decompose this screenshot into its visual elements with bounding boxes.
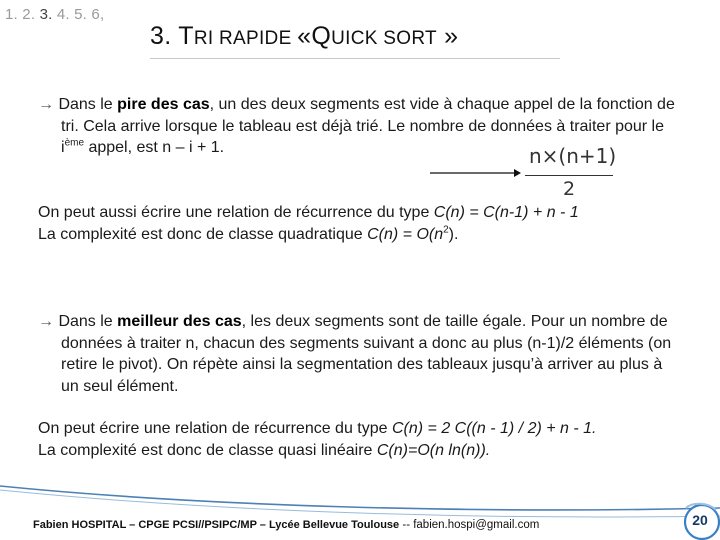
best-text-1: Dans le <box>54 313 118 330</box>
pointer-arrow-icon <box>430 166 522 180</box>
title-divider <box>150 58 560 59</box>
worst-rec-l2a: La complexité est donc de classe quadratique <box>38 225 368 243</box>
title-rest1: RI RAPIDE <box>193 28 298 49</box>
arrow-icon: → <box>38 96 54 113</box>
formula <box>525 144 620 200</box>
worst-rec-l2b: C(n) = O(n <box>367 225 444 243</box>
worst-text-2: , un des deux segments est vide à chaque appel de la fonction de tri. Cela arrive lorsque le tableau est déjà trié. Le nombre de données à traiter pour le i <box>61 96 675 156</box>
worst-rec-sup: 2 <box>443 224 449 236</box>
arrow-icon: → <box>38 313 54 330</box>
breadcrumb <box>5 6 104 23</box>
breadcrumb-current: 3. <box>39 6 53 23</box>
best-rec-l1b: C(n) = 2 C((n - 1) / 2) + n - 1. <box>391 420 597 437</box>
worst-rec-l1a: On peut aussi écrire une relation de récurrence du type <box>38 204 434 221</box>
title-quote-close: » <box>436 22 459 50</box>
best-rec-l1a: On peut écrire une relation de récurrence du type <box>38 420 392 437</box>
best-rec-l2a: La complexité est donc de classe quasi linéaire <box>38 441 377 459</box>
footer <box>33 519 539 531</box>
best-bold: meilleur des cas <box>117 313 242 330</box>
best-rec-l2b: C(n)=O(n ln(n)). <box>376 441 491 459</box>
formula-denominator: 2 <box>563 178 576 200</box>
formula-bar <box>525 175 613 176</box>
title-quote-open: «Q <box>297 22 332 50</box>
worst-rec-l2c: ). <box>448 225 459 243</box>
best-text-2: , les deux segments sont de taille égale. Pour un nombre de données à traiter n, chacun des segments suivant a donc au plus (n-1)/2 éléments (on retire le pivot). On répète ainsi la segmentation des tableaux jusqu’à arriver au plus à un seul élément. <box>61 313 672 395</box>
title-rest2: UICK SORT <box>331 28 437 49</box>
formula-numerator: n×(n+1) <box>529 144 617 168</box>
worst-text-3: appel, est n – i + 1. <box>84 139 225 156</box>
worst-sup: ème <box>64 137 85 149</box>
slide-title <box>150 22 458 51</box>
page-number: 20 <box>692 512 708 528</box>
worst-text-1: Dans le <box>54 96 118 113</box>
footer-author: Fabien HOSPITAL – CPGE PCSI//PSIPC/MP – Lycée Bellevue Toulouse <box>33 519 400 531</box>
breadcrumb-before: 1. 2. <box>5 6 40 23</box>
worst-recurrence <box>38 202 698 245</box>
title-num: 3. T <box>150 22 194 50</box>
worst-rec-l1b: C(n) = C(n-1) + n - 1 <box>433 204 579 221</box>
best-recurrence <box>38 418 708 461</box>
worst-bold: pire des cas <box>117 96 210 113</box>
footer-contact: -- fabien.hospi@gmail.com <box>399 519 540 531</box>
best-case-paragraph <box>38 311 678 397</box>
breadcrumb-after: 4. 5. 6, <box>52 6 105 23</box>
